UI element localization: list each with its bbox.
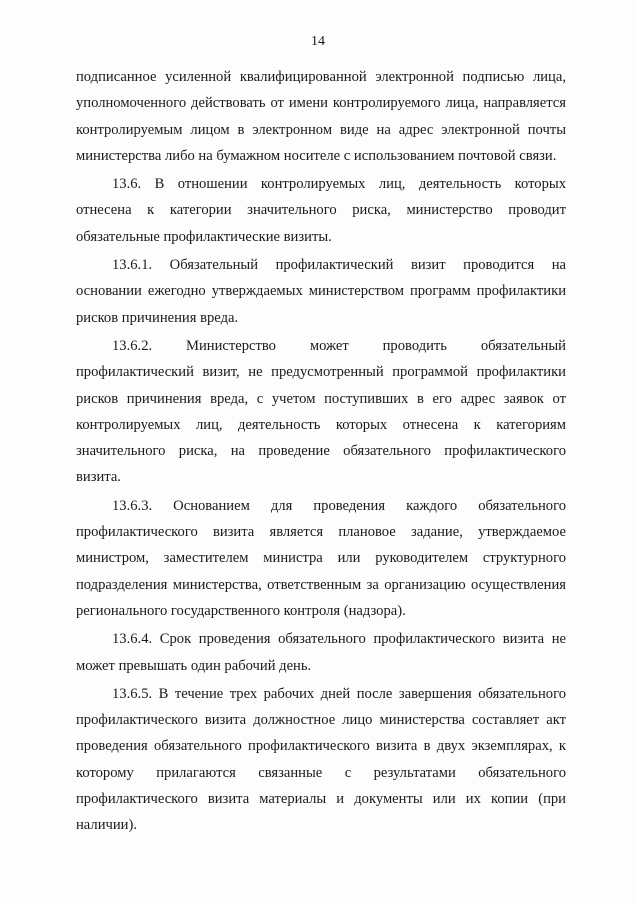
paragraph-13-6-1: 13.6.1. Обязательный профилактический визит проводится на основании ежегодно утверждаемых министерством программ профилактики рисков причинения вреда.: [76, 257, 566, 326]
paragraph-13-6: 13.6. В отношении контролируемых лиц, деятельность которых отнесена к категории значительного риска, министерство проводит обязательные профилактические визиты.: [76, 176, 566, 245]
document-body: [76, 64, 566, 839]
paragraph-13-6-2: 13.6.2. Министерство может проводить обязательный профилактический визит, не предусмотренный программой профилактики рисков причинения вреда, с учетом поступивших в его адрес заявок от контролируемых лиц, деятельность которых отнесена к категориям значительного риска, на проведение обязательного профилактического визита.: [76, 337, 566, 486]
paragraph-13-6-4: 13.6.4. Срок проведения обязательного профилактического визита не может превышать один рабочий день.: [76, 631, 566, 674]
paragraph-13-6-5: 13.6.5. В течение трех рабочих дней после завершения обязательного профилактического визита должностное лицо министерства составляет акт проведения обязательного профилактического визита в двух экземплярах, к которому прилагаются связанные с результатами обязательного профилактического визита материалы и документы или их копии (при наличии).: [76, 685, 566, 834]
page-number: 14: [311, 34, 325, 49]
paragraph-continuation: подписанное усиленной квалифицированной электронной подписью лица, уполномоченного действовать от имени контролируемого лица, направляется контролируемым лицом в электронном виде на адрес электронной почты министерства либо на бумажном носителе с использованием почтовой связи.: [76, 69, 566, 164]
paragraph-13-6-3: 13.6.3. Основанием для проведения каждого обязательного профилактического визита является плановое задание, утверждаемое министром, заместителем министра или руководителем структурного подразделения министерства, ответственным за организацию осуществления регионального государственного контроля (надзора).: [76, 497, 566, 619]
